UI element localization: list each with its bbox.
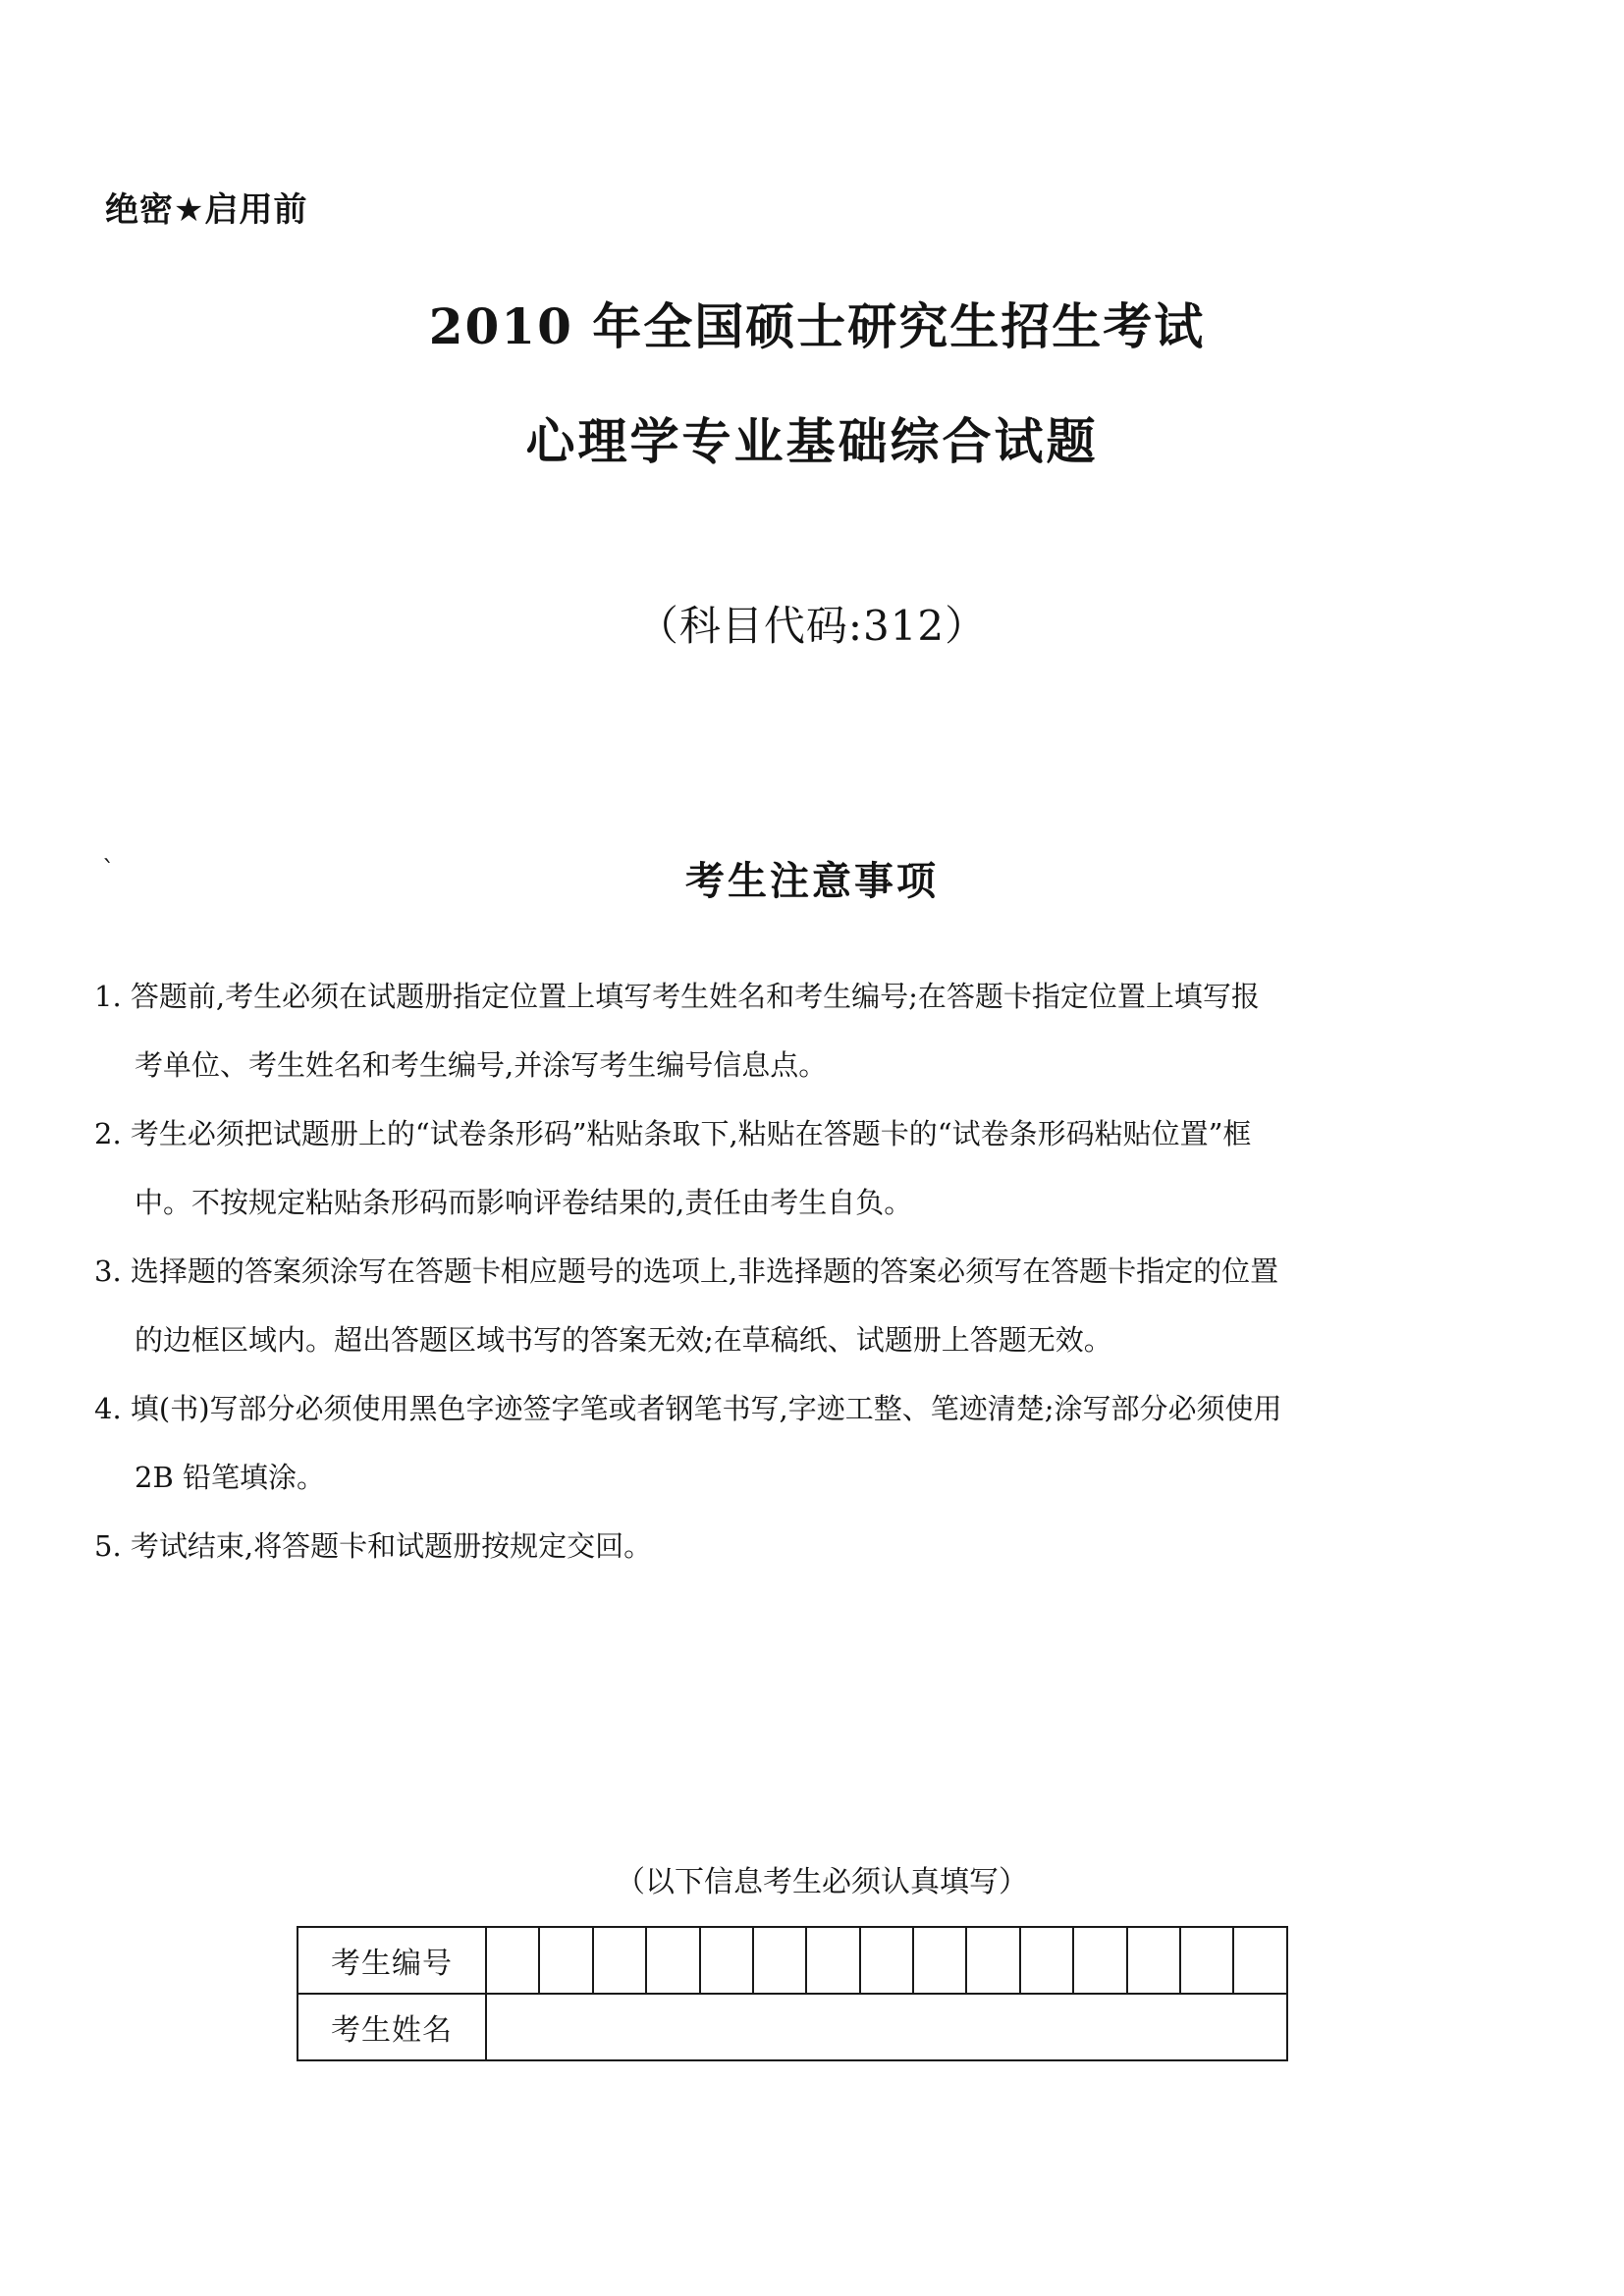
- note-item-1: [94, 962, 1498, 1099]
- exam-title: 2010 年全国硕士研究生招生考试: [428, 297, 1206, 355]
- candidate-number-box[interactable]: [1233, 1927, 1287, 1994]
- candidate-number-box[interactable]: [486, 1927, 539, 1994]
- note-item-3: [94, 1237, 1498, 1374]
- candidate-name-field[interactable]: [486, 1994, 1287, 2060]
- note-line: 2B 铅笔填涂。: [135, 1461, 325, 1494]
- note-line: 4. 填(书)写部分必须使用黑色字迹签字笔或者钢笔书写,字迹工整、笔迹清楚;涂写部分必须使用: [94, 1392, 1282, 1425]
- note-line: 考单位、考生姓名和考生编号,并涂写考生编号信息点。: [135, 1048, 828, 1082]
- candidate-number-box[interactable]: [593, 1927, 646, 1994]
- candidate-number-box[interactable]: [806, 1927, 859, 1994]
- candidate-number-box[interactable]: [1073, 1927, 1126, 1994]
- notes-list: [94, 962, 1498, 1580]
- candidate-number-box[interactable]: [753, 1927, 806, 1994]
- notes-heading: 考生注意事项: [685, 859, 939, 904]
- note-item-2: [94, 1099, 1498, 1237]
- candidate-number-box[interactable]: [1127, 1927, 1180, 1994]
- note-line: 的边框区域内。超出答题区域书写的答案无效;在草稿纸、试题册上答题无效。: [135, 1323, 1112, 1357]
- candidate-number-box[interactable]: [913, 1927, 966, 1994]
- candidate-number-box[interactable]: [700, 1927, 753, 1994]
- subject-code: （科目代码:312）: [636, 602, 988, 650]
- candidate-number-box[interactable]: [539, 1927, 592, 1994]
- candidate-number-row: [298, 1927, 1287, 1994]
- candidate-number-box[interactable]: [966, 1927, 1019, 1994]
- note-item-4: [94, 1374, 1498, 1512]
- candidate-number-box[interactable]: [1020, 1927, 1073, 1994]
- confidential-label: 绝密★启用前: [105, 190, 308, 230]
- note-line: 5. 考试结束,将答题卡和试题册按规定交回。: [94, 1529, 653, 1563]
- info-form-title: （以下信息考生必须认真填写）: [616, 1865, 1028, 1899]
- candidate-number-label: 考生编号: [298, 1927, 486, 1994]
- candidate-number-box[interactable]: [860, 1927, 913, 1994]
- exam-subtitle: 心理学专业基础综合试题: [525, 413, 1099, 470]
- note-item-5: [94, 1512, 1498, 1580]
- note-line: 3. 选择题的答案须涂写在答题卡相应题号的选项上,非选择题的答案必须写在答题卡指定的位置: [94, 1255, 1279, 1288]
- stray-mark: `: [102, 856, 115, 885]
- candidate-number-box[interactable]: [646, 1927, 699, 1994]
- note-line: 1. 答题前,考生必须在试题册指定位置上填写考生姓名和考生编号;在答题卡指定位置上填写报: [94, 980, 1260, 1013]
- note-line: 中。不按规定粘贴条形码而影响评卷结果的,责任由考生自负。: [135, 1186, 913, 1219]
- candidate-info-table: [297, 1926, 1288, 2061]
- note-line: 2. 考生必须把试题册上的“试卷条形码”粘贴条取下,粘贴在答题卡的“试卷条形码粘贴位置”框: [94, 1117, 1252, 1150]
- candidate-number-box[interactable]: [1180, 1927, 1233, 1994]
- candidate-name-label: 考生姓名: [298, 1994, 486, 2060]
- candidate-name-row: [298, 1994, 1287, 2060]
